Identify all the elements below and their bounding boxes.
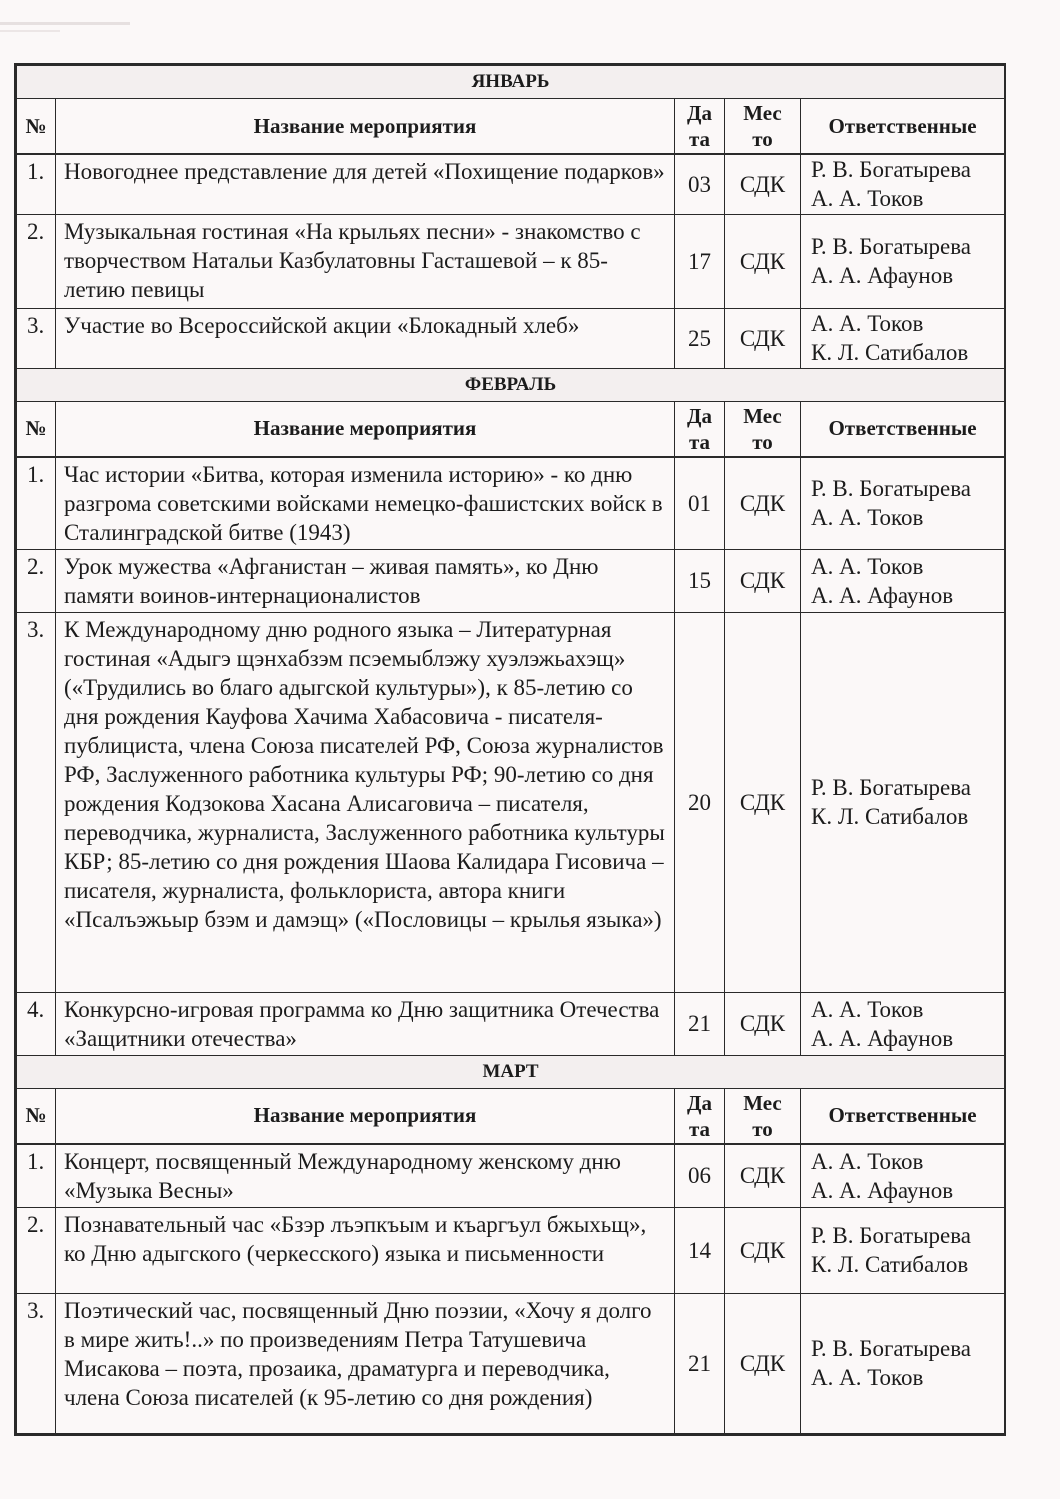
event-place: СДК	[725, 612, 801, 992]
event-date: 15	[675, 549, 725, 612]
column-header-row	[17, 401, 1005, 457]
responsible-person: Р. В. Богатырева	[811, 775, 971, 800]
event-name: Новогоднее представление для детей «Похищение подарков»	[56, 154, 675, 214]
column-header-date	[675, 401, 725, 457]
table-row	[17, 612, 1005, 992]
header-part: та	[688, 429, 711, 454]
table-row	[17, 1207, 1005, 1293]
responsible-person: А. А. Токов	[811, 996, 924, 1022]
event-place: СДК	[725, 1207, 801, 1293]
event-plan-sheet	[14, 63, 1006, 1436]
event-date: 03	[675, 154, 725, 214]
event-name: Час истории «Битва, которая изменила историю» - ко дню разгрома советскими войсками немецко-фашистских войск в Сталинградской битве (1943)	[56, 457, 675, 550]
column-header-responsible: Ответственные	[801, 99, 1005, 155]
column-header-date	[675, 99, 725, 155]
column-header-number: №	[17, 1088, 56, 1144]
column-header-event-name: Название мероприятия	[56, 401, 675, 457]
table-row	[17, 214, 1005, 308]
responsible-person: А. А. Афаунов	[811, 263, 954, 288]
column-header-date	[675, 1088, 725, 1144]
table-row	[17, 457, 1005, 550]
event-name: Участие во Всероссийской акции «Блокадный хлеб»	[56, 308, 675, 368]
column-header-place	[725, 401, 801, 457]
responsible-person: А. А. Токов	[811, 311, 924, 336]
row-number: 1.	[17, 457, 56, 550]
responsible-person: А. А. Токов	[811, 505, 924, 530]
responsible-person: Р. В. Богатырева	[811, 1223, 971, 1248]
month-header-row	[17, 1055, 1005, 1088]
row-number: 1.	[17, 1144, 56, 1208]
event-date: 01	[675, 457, 725, 550]
responsible-cell	[801, 154, 1005, 214]
month-title: ЯНВАРЬ	[17, 66, 1005, 99]
row-number: 4.	[17, 992, 56, 1055]
month-header-row	[17, 66, 1005, 99]
row-number: 1.	[17, 154, 56, 214]
row-number: 2.	[17, 549, 56, 612]
responsible-person: А. А. Токов	[811, 186, 924, 212]
responsible-person: А. А. Токов	[811, 1148, 924, 1174]
event-place: СДК	[725, 1293, 801, 1433]
responsible-cell	[801, 308, 1005, 368]
responsible-person: А. А. Токов	[811, 553, 924, 579]
row-number: 3.	[17, 1293, 56, 1433]
column-header-event-name: Название мероприятия	[56, 1088, 675, 1144]
responsible-person: Р. В. Богатырева	[811, 1336, 971, 1361]
event-place: СДК	[725, 214, 801, 308]
header-part: то	[752, 1116, 773, 1141]
column-header-number: №	[17, 401, 56, 457]
header-part: то	[752, 127, 773, 151]
responsible-cell	[801, 1207, 1005, 1293]
table-row	[17, 1144, 1005, 1208]
header-part: Да	[687, 403, 712, 428]
table-row	[17, 154, 1005, 214]
responsible-cell	[801, 549, 1005, 612]
header-part: Мес	[743, 403, 782, 428]
header-part: Да	[687, 1090, 712, 1115]
event-name: Урок мужества «Афганистан – живая память», ко Дню памяти воинов-интернационалистов	[56, 549, 675, 612]
event-name: Концерт, посвященный Международному женскому дню «Музыка Весны»	[56, 1144, 675, 1208]
table-row	[17, 549, 1005, 612]
column-header-event-name: Название мероприятия	[56, 99, 675, 155]
event-date: 21	[675, 992, 725, 1055]
event-place: СДК	[725, 549, 801, 612]
month-header-row	[17, 368, 1005, 401]
table-row	[17, 992, 1005, 1055]
responsible-person: Р. В. Богатырева	[811, 234, 971, 259]
column-header-number: №	[17, 99, 56, 155]
responsible-person: Р. В. Богатырева	[811, 476, 971, 501]
column-header-row	[17, 1088, 1005, 1144]
responsible-person: К. Л. Сатибалов	[811, 340, 969, 365]
row-number: 3.	[17, 612, 56, 992]
responsible-cell	[801, 1293, 1005, 1433]
responsible-cell	[801, 992, 1005, 1055]
event-place: СДК	[725, 992, 801, 1055]
event-name: Музыкальная гостиная «На крыльях песни» - знакомство с творчеством Натальи Казбулатовны Гасташевой – к 85-летию певицы	[56, 214, 675, 308]
event-date: 21	[675, 1293, 725, 1433]
column-header-responsible: Ответственные	[801, 1088, 1005, 1144]
table-row	[17, 308, 1005, 368]
header-part: Мес	[743, 101, 782, 125]
event-plan-table	[16, 65, 1005, 1434]
responsible-person: А. А. Афаунов	[811, 1025, 954, 1051]
month-title: МАРТ	[17, 1055, 1005, 1088]
responsible-person: Р. В. Богатырева	[811, 157, 971, 183]
header-part: Да	[687, 101, 712, 125]
responsible-person: К. Л. Сатибалов	[811, 804, 969, 829]
column-header-place	[725, 99, 801, 155]
row-number: 3.	[17, 308, 56, 368]
event-name: Познавательный час «Бзэр лъэпкъым и къаргъул бжыхьщ», ко Дню адыгского (черкесского) языка и письменности	[56, 1207, 675, 1293]
responsible-person: А. А. Афаунов	[811, 582, 954, 608]
event-place: СДК	[725, 308, 801, 368]
responsible-person: А. А. Афаунов	[811, 1177, 954, 1203]
event-place: СДК	[725, 154, 801, 214]
header-part: то	[752, 429, 773, 454]
row-number: 2.	[17, 214, 56, 308]
table-row	[17, 1293, 1005, 1433]
event-name: Конкурсно-игровая программа ко Дню защитника Отечества «Защитники отечества»	[56, 992, 675, 1055]
event-date: 20	[675, 612, 725, 992]
event-name: К Международному дню родного языка – Литературная гостиная «Адыгэ щэнхабзэм псэемыблэжу хуэлэжьахэщ» («Трудились во благо адыгской культуры»), к 85-летию со дня рождения Кауфова Хачима Хабасовича - писателя-публициста, члена Союза писателей РФ, Союза журналистов РФ, Заслуженного работника культуры РФ; 90-летию со дня рождения Кодзокова Хасана Алисаговича – писателя, переводчика, журналиста, Заслуженного работника культуры КБР; 85-летию со дня рождения Шаова Калидара Гисовича – писателя, журналиста, фольклориста, автора книги «Псалъэжьыр бзэм и дамэщ» («Пословицы – крылья языка»)	[56, 612, 675, 992]
responsible-person: К. Л. Сатибалов	[811, 1252, 969, 1277]
column-header-responsible: Ответственные	[801, 401, 1005, 457]
event-place: СДК	[725, 457, 801, 550]
header-part: та	[688, 127, 711, 151]
responsible-cell	[801, 214, 1005, 308]
responsible-person: А. А. Токов	[811, 1365, 924, 1390]
scan-noise	[0, 0, 1060, 60]
header-part: Мес	[743, 1090, 782, 1115]
event-date: 25	[675, 308, 725, 368]
month-title: ФЕВРАЛЬ	[17, 368, 1005, 401]
event-date: 17	[675, 214, 725, 308]
column-header-row	[17, 99, 1005, 155]
event-date: 14	[675, 1207, 725, 1293]
responsible-cell	[801, 1144, 1005, 1208]
event-date: 06	[675, 1144, 725, 1208]
event-place: СДК	[725, 1144, 801, 1208]
header-part: та	[688, 1116, 711, 1141]
responsible-cell	[801, 612, 1005, 992]
responsible-cell	[801, 457, 1005, 550]
column-header-place	[725, 1088, 801, 1144]
event-name: Поэтический час, посвященный Дню поэзии, «Хочу я долго в мире жить!..» по произведениям Петра Татушевича Мисакова – поэта, прозаика, драматурга и переводчика, члена Союза писателей (к 95-летию со дня рождения)	[56, 1293, 675, 1433]
row-number: 2.	[17, 1207, 56, 1293]
